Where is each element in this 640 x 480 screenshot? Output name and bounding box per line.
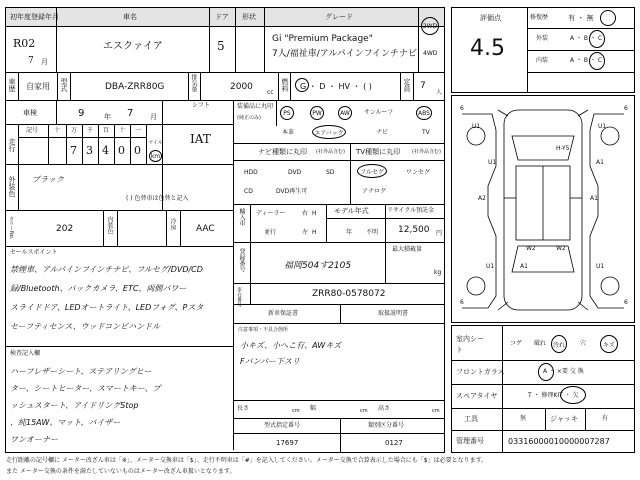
seat-label: 室内シート: [456, 335, 484, 354]
import-parallel: 並行: [264, 229, 277, 236]
recycle-unit: 円: [436, 230, 443, 237]
height-label: 高さ: [378, 405, 391, 412]
capacity-value: 7: [420, 81, 426, 91]
jack-label: ジャッキ: [550, 415, 578, 423]
score-label: 評価点: [480, 14, 501, 22]
navi-sub: (社外品含む): [316, 149, 345, 155]
mileage-col-6: 一: [135, 127, 142, 134]
grade-line2: 7人/福祉車/アルパインフインチナビ: [272, 49, 417, 59]
repair-label: 修復歴: [530, 14, 549, 21]
inspector-line-4: ワンオーナー: [10, 435, 58, 444]
diag-label-2: 6: [460, 299, 464, 306]
sales-line-0: 禁煙車、アルパインフインチナビ、フルセグ/DVD/CD: [10, 265, 203, 274]
door-value: 5: [217, 39, 225, 53]
footer-line1: 走行距離の記号欄に メーター改ざん車は「※」、メーター交換車は「$」、走行不明車は「#」を記入してください。メーター交換で合算表示した場合にも「$」は必要となります。: [6, 457, 488, 464]
diag-label-12: U1: [596, 263, 605, 270]
type-value: 17697: [276, 439, 299, 447]
max-load-unit: kg: [434, 269, 442, 276]
equip-ps-circle: [280, 106, 294, 120]
equip-tv: TV: [422, 129, 430, 136]
diag-label-0: 6: [460, 105, 464, 112]
mileage-digit-1: 3: [86, 144, 93, 157]
drive-2wd-label: 2WD: [422, 22, 438, 30]
fuel-options: G ・ D ・ HV ・ ( ): [300, 82, 372, 91]
shift-value: IAT: [190, 132, 211, 146]
mileage-digit-3: 0: [118, 144, 125, 157]
reg-month-unit: 月: [41, 58, 48, 66]
color-no-value: 202: [56, 224, 74, 234]
color-value: ブラック: [32, 175, 64, 184]
seat-dirt: 汚れ: [552, 341, 565, 349]
cc-unit: cc: [267, 89, 274, 96]
category-label: 車歴: [8, 78, 16, 92]
tv-fullseg: フルセグ: [360, 168, 384, 176]
manual: 取扱説明書: [378, 310, 409, 317]
new-warranty: 新車保証書: [268, 310, 299, 317]
import-dealer: ディーラー: [256, 210, 286, 217]
equip-airbag: エアバック: [314, 129, 344, 137]
mileage-km-circle: [149, 150, 162, 162]
mileage-col-1: 十: [54, 127, 61, 134]
color-no-label: カラーNo.: [8, 216, 14, 240]
equip-ps: PS: [283, 109, 291, 117]
color-label: 外装色: [8, 176, 16, 197]
tv-fullseg-circle: [357, 164, 387, 178]
tv-label: TV種類に丸印: [356, 148, 401, 156]
grade-label: グレード: [325, 13, 353, 21]
interior-label: 内装: [536, 57, 549, 64]
footer-line2: また メーター交換の条件を満たしていないものはメーター改ざん車扱いとなります。: [6, 468, 236, 475]
mileage-label: 走行: [8, 138, 16, 152]
jack-value: 有: [602, 415, 609, 422]
spare-options: T ・ 修理KIT ・ 欠: [528, 392, 579, 399]
model-year-label: モデル年式: [334, 207, 369, 215]
seat-tear: 破れ: [534, 340, 547, 347]
equip-abs-circle: [416, 106, 432, 120]
ac-label: 冷房: [169, 218, 176, 230]
diag-label-1: 6: [624, 105, 628, 112]
repair-none-circle: [600, 10, 616, 26]
diag-label-4: U1: [472, 123, 481, 130]
inspector-line-3: 、純15AW、マット、バイザー: [10, 418, 121, 427]
mileage-digit-0: 7: [70, 144, 77, 157]
diag-label-14: A1: [590, 195, 598, 202]
windshield-options: A ・ ×要 交 換: [543, 368, 584, 375]
capacity-label: 定員: [403, 78, 411, 92]
diag-label-11: U1: [486, 263, 495, 270]
car-name-value: エスクァイア: [103, 41, 163, 52]
reg-year-label: 初年度登録年月: [10, 13, 59, 21]
sales-line-1: 録/Bluetooth、バックカメラ、ETC、両側パワー: [10, 284, 187, 293]
interior-color-label: 内装色: [106, 216, 113, 234]
shape-label: 形状: [242, 13, 256, 21]
import-label: 輸入車: [238, 208, 245, 226]
import-left-h: H: [312, 229, 317, 236]
mileage-col-4: 百: [103, 127, 110, 134]
navi-sd: SD: [326, 169, 335, 176]
model-label: 型式: [60, 78, 68, 92]
interior-b-circle: [589, 52, 605, 70]
grade-line1: Gi "Premium Package": [272, 34, 373, 44]
navi-dvd: DVD: [288, 169, 302, 176]
inspection-year: 9: [78, 108, 85, 119]
ac-value: AAC: [196, 224, 215, 234]
exterior-b-circle: [589, 30, 605, 48]
shift-label: シフト: [192, 102, 211, 109]
max-load-label: 最大積載量: [392, 246, 423, 253]
diag-label-15: A1: [520, 263, 528, 270]
navi-hdd: HDD: [244, 169, 258, 176]
model-year-unknown: 不明: [366, 229, 379, 236]
repair-options: 有 ・ 無: [568, 14, 594, 22]
vin-label: 車台番号: [236, 287, 242, 307]
recycle-value: 12,500: [398, 225, 430, 235]
class-label: 類別区分番号: [368, 422, 405, 429]
plate-label: 登録番号: [238, 248, 245, 272]
mileage-col-3: 千: [87, 127, 94, 134]
equip-pw-circle: [310, 106, 324, 120]
diag-label-8: A2: [478, 195, 486, 202]
sales-line-3: セーフティセンス、ウッドコンビハンドル: [10, 322, 161, 331]
notes-line-0: 小キズ、小へこ有、AWキズ: [240, 341, 342, 350]
equipment-label: 装備品に丸印: [237, 103, 274, 110]
equip-leather: 本革: [282, 129, 295, 136]
height-cm: cm: [432, 408, 440, 414]
type-label: 型式指定番号: [264, 422, 301, 429]
spare-label: スペアタイヤ: [456, 392, 498, 400]
windshield-label: フロントガラス: [456, 368, 505, 376]
color-paren-note: ( ) 色替車は色替と記入: [126, 195, 189, 202]
inspection-label: 車検: [23, 109, 37, 117]
fuel-label: 燃料: [281, 78, 289, 92]
interior-grades: A ・ B ・ C: [570, 57, 603, 64]
navi-label: ナビ種類に丸印: [258, 148, 307, 156]
equip-sunroof: サンルーフ: [364, 109, 394, 116]
door-label: ドア: [215, 13, 229, 21]
width-label: 幅: [310, 405, 317, 412]
tv-analog: アナログ: [362, 188, 387, 195]
plate-value: 福岡504す2105: [284, 261, 352, 271]
notes-label: 注意事項・不具合箇所: [238, 327, 289, 333]
mileage-unit-km: km: [150, 152, 161, 160]
diag-label-6: U1: [488, 159, 497, 166]
displacement-value: 2000: [230, 82, 253, 92]
length-cm: cm: [292, 408, 300, 414]
equip-navi: ナビ: [376, 129, 389, 136]
equip-aw-circle: [338, 106, 352, 120]
sales-label: セールスポイント: [10, 249, 58, 256]
diag-label-9: W2: [526, 245, 536, 252]
import-right-h: H: [312, 210, 317, 217]
drive-4wd-label: 4WD: [423, 50, 438, 57]
inspection-month-unit: 月: [150, 113, 157, 121]
inspector-line-0: ハーフレザーシート、ステアリングヒー: [10, 367, 152, 376]
inspection-year-unit: 年: [104, 113, 111, 121]
sales-line-2: スライドドア、LEDオートライト、LEDフォグ、Pスタ: [10, 303, 204, 312]
import-left: 左: [302, 229, 309, 236]
navi-dvd-play: DVD再生可: [276, 188, 308, 195]
model-value: DBA-ZRR80G: [105, 82, 165, 92]
mileage-digit-4: 0: [134, 144, 141, 157]
tools-label: 工具: [464, 415, 478, 423]
inspector-label: 検査記入欄: [10, 350, 41, 357]
equip-airbag-circle: [312, 125, 346, 139]
seat-scratch: キズ: [603, 341, 615, 349]
inspector-line-1: ター、シートヒーター、スマートキー、プ: [10, 384, 161, 393]
drive-2wd-circle: [421, 17, 439, 35]
class-value: 0127: [385, 439, 403, 447]
vin-value: ZRR80-0578072: [312, 289, 386, 299]
category-value: 自家用: [26, 82, 50, 91]
import-right: 右: [302, 210, 309, 217]
seat-hole: 穴: [580, 340, 587, 347]
notes-line-1: Fバンパー下スリ: [240, 357, 301, 366]
car-name-label: 車名: [123, 13, 137, 21]
inspector-line-2: ッシュスタート、アイドリングStop: [10, 401, 139, 410]
mileage-unit-mile: マイル: [148, 140, 163, 146]
exterior-grades: A ・ B ・ C: [570, 35, 603, 42]
tools-value: 無: [520, 415, 527, 422]
tv-sub: (社外品含む): [412, 149, 441, 155]
exterior-label: 外装: [536, 35, 549, 42]
recycle-label: リサイクル預託金: [387, 207, 435, 214]
width-cm: cm: [360, 408, 368, 414]
length-label: 長さ: [237, 405, 250, 412]
seat-dirt-circle: [551, 335, 567, 353]
mgmt-label: 管理番号: [456, 437, 484, 445]
score-value: 4.5: [470, 36, 505, 61]
model-year-unit: 年: [346, 229, 353, 236]
equip-pw: PW: [312, 109, 322, 117]
diag-label-10: W2: [556, 245, 566, 252]
diag-label-3: 6: [624, 299, 628, 306]
mileage-col-2: 万: [71, 127, 78, 134]
reg-year-value: R02: [13, 37, 36, 50]
mileage-col-5: 十: [119, 127, 126, 134]
reg-month-value: 7: [28, 56, 34, 66]
mileage-col-0: 記号: [26, 127, 39, 134]
displacement-label: 排気量: [190, 74, 197, 92]
mgmt-value: 03316000010000007287: [508, 437, 610, 446]
mileage-digit-2: 4: [102, 144, 109, 157]
equip-aw: AW: [340, 109, 350, 117]
diag-label-5: U1: [598, 123, 607, 130]
inspection-month: 7: [127, 108, 134, 119]
diag-label-7: A1: [596, 159, 604, 166]
person-unit: 人: [436, 89, 443, 96]
tv-oneseg: ワンセグ: [406, 169, 431, 176]
equipment-sub: (純正のみ): [237, 115, 261, 121]
equip-abs: ABS: [418, 109, 430, 117]
seat-scratch-circle: [600, 335, 618, 353]
navi-cd: CD: [244, 188, 253, 195]
diag-label-13: H-Y5: [556, 145, 570, 152]
seat-burn: コゲ: [510, 340, 523, 347]
